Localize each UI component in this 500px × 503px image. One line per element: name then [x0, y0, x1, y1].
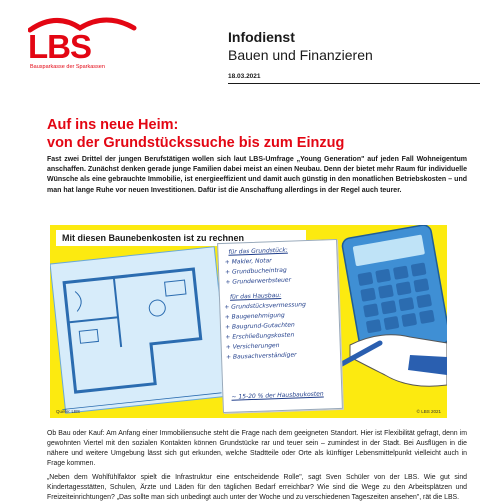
- infographic: [50, 225, 447, 418]
- header-title: Infodienst: [228, 29, 295, 45]
- note-heading-grundstueck: für das Grundstück:: [228, 246, 288, 256]
- figure-source: Quelle: LBS: [56, 409, 81, 414]
- note-item: + Makler, Notar: [224, 257, 272, 266]
- header-subtitle: Bauen und Finanzieren: [228, 47, 373, 63]
- note-item: + Grunderwerbsteuer: [225, 276, 292, 286]
- document-header: [228, 28, 373, 64]
- note-item: + Grundbucheintrag: [224, 266, 287, 276]
- blueprint-floorplan: [50, 246, 233, 413]
- note-item: + Grundstücksvermessung: [224, 301, 306, 311]
- article-headline: [47, 116, 467, 152]
- note-total: ~ 15-20 % der Hausbaukosten: [231, 390, 324, 401]
- headline-line-1: Auf ins neue Heim:: [47, 117, 179, 133]
- note-item: + Baugenehmigung: [224, 311, 285, 321]
- header-date: 18.03.2021: [228, 73, 261, 80]
- figure-copyright: © LBS 2021: [416, 409, 441, 414]
- header-divider: [228, 83, 480, 84]
- lbs-logo: LBS: [28, 28, 91, 65]
- cost-notepad: [217, 239, 343, 413]
- note-item: + Baugrund-Gutachten: [224, 321, 295, 331]
- headline-line-2: von der Grundstückssuche bis zum Einzug: [47, 135, 345, 151]
- note-item: + Versicherungen: [225, 342, 280, 351]
- article-lead: Fast zwei Drittel der jungen Berufstätigen wollen sich laut LBS-Umfrage „Young Generation" auf jeden Fall Wohneigentum anschaffen. Zunächst denken gerade junge Familien dabei meist an einen Neubau. Denn der bietet mehr Raum für individuelle Wünsche als eine gebrauchte Immobilie, ist energieeffizient und damit auch günstig in den monatlichen Betriebskosten – und man hat lange Ruhe vor neuen Investitionen. Dafür ist die Anschaffung allerdings in der Regel auch teurer.: [47, 156, 467, 194]
- note-item: + Bausachverständiger: [225, 351, 297, 361]
- note-item: + Erschließungskosten: [225, 331, 295, 341]
- logo-subtitle: Bausparkasse der Sparkassen: [30, 64, 105, 70]
- body-paragraph-1: Ob Bau oder Kauf: Am Anfang einer Immobiliensuche steht die Frage nach dem geeigneten Standort. Hier ist Flexibilität gefragt, denn im gewohnten Viertel mit den sozialen Kontakten können Grundstücke rar und teuer sein – zumindest in der Stadt. Bei Ausflügen in die nähere und weitere Umgebung lässt sich gut erkunden, welche Stadtteile oder Orte als künftiger Lebensmittelpunkt vielleicht auch in Frage kommen.: [47, 430, 467, 468]
- note-heading-hausbau: für das Hausbau:: [229, 291, 282, 301]
- body-paragraph-2: „Neben dem Wohlfühlfaktor spielt die Infrastruktur eine entscheidende Rolle", sagt Sven Schüler von der LBS. Wie gut sind Kindertagesstätten, Schulen, Ärzte und Läden für den täglichen Bedarf erreichbar? Wie sind die Wege zu den Arbeitsplätzen und Freizeiteinrichtungen? „Das sollte man sich unbedingt auch unter der Woche und zu verschiedenen Tageszeiten ansehen", rät die LBS.: [47, 474, 467, 502]
- infographic-title: Mit diesen Baunebenkosten ist zu rechnen: [56, 230, 306, 246]
